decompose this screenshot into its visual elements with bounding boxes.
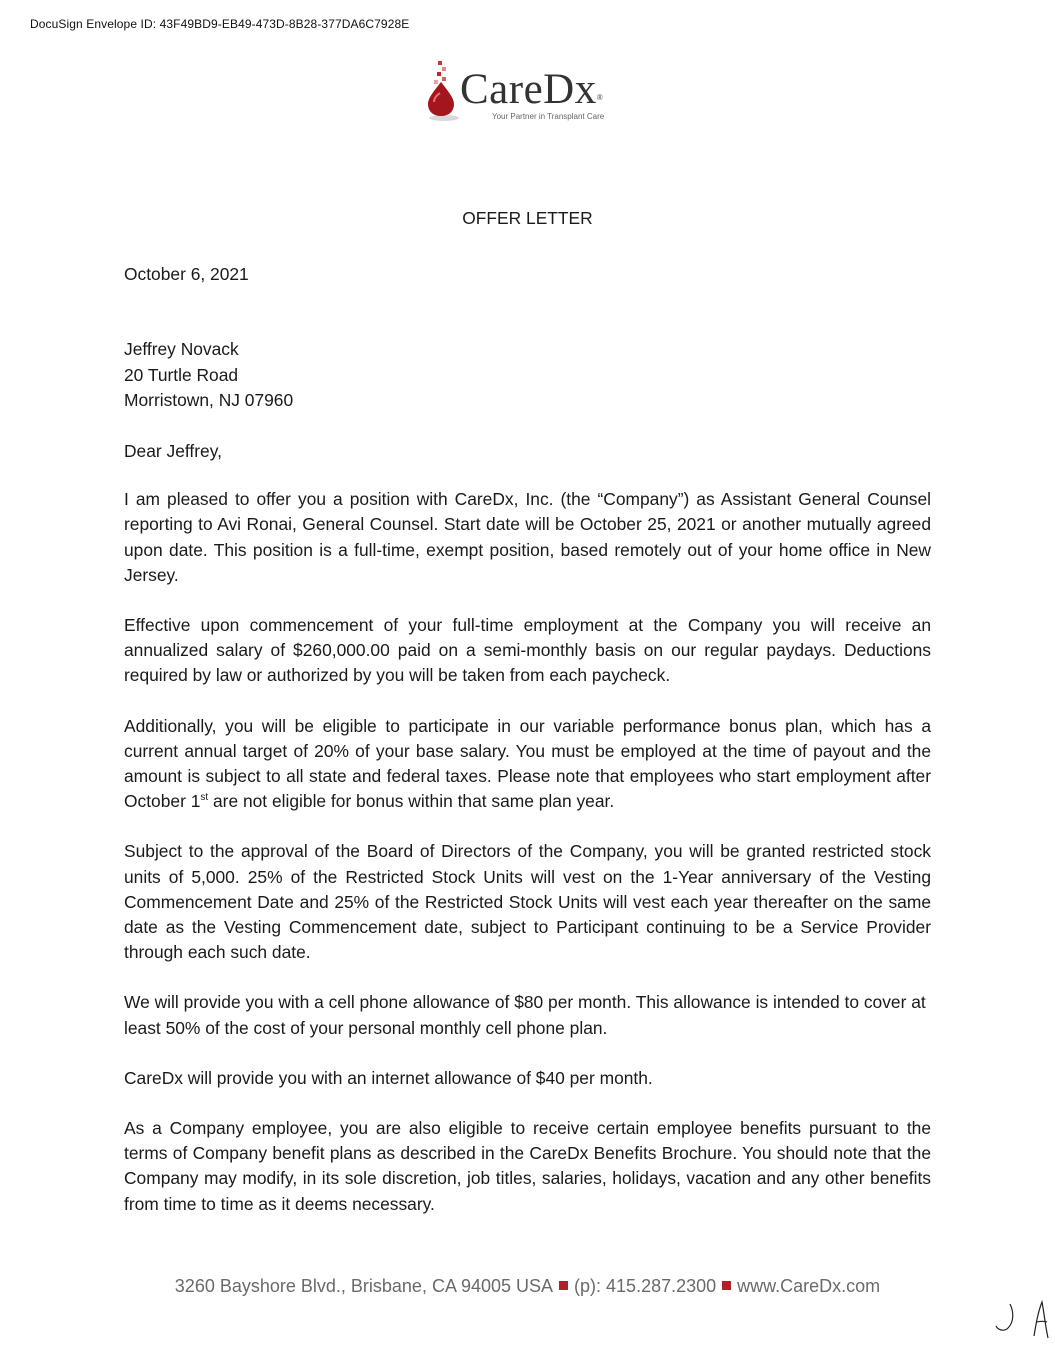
letter-date: October 6, 2021: [124, 264, 249, 285]
paragraph-salary: Effective upon commencement of your full-time employment at the Company you will receive an annualized salary of $260,000.00 paid on a semi-monthly basis on our regular paydays. Deductions required by law or authorized by you will be taken from each paycheck.: [124, 615, 931, 686]
footer-phone: (p): 415.287.2300: [574, 1276, 717, 1296]
logo-tagline: Your Partner in Transplant Care: [492, 112, 605, 121]
footer-address: 3260 Bayshore Blvd., Brisbane, CA 94005 USA: [174, 1276, 554, 1296]
paragraph-benefits: As a Company employee, you are also eligible to receive certain employee benefits pursuant to the terms of Company benefit plans as described in the CareDx Benefits Brochure. You should note that the Company may modify, in its sole discretion, job titles, salaries, holidays, vacation and any other benefits from time to time as it deems necessary.: [124, 1118, 931, 1214]
company-logo: [424, 58, 644, 130]
footer-separator-icon: [722, 1281, 731, 1290]
letter-body: [124, 206, 931, 1242]
recipient-address: [124, 337, 931, 413]
logo-wordmark: CareDx®: [460, 66, 604, 113]
caredx-drop-icon: [424, 58, 464, 124]
recipient-street: 20 Turtle Road: [124, 364, 239, 385]
footer-separator-icon: [559, 1281, 568, 1290]
letterhead-footer: [0, 1276, 1055, 1297]
paragraph-position: I am pleased to offer you a position with CareDx, Inc. (the “Company”) as Assistant General Counsel reporting to Avi Ronai, General Counsel. Start date will be October 25, 2021 or another mutually agreed upon date. This position is a full-time, exempt position, based remotely out of your home office in New Jersey.: [124, 489, 931, 585]
docusign-envelope-id: DocuSign Envelope ID: 43F49BD9-EB49-473D-8B28-377DA6C7928E: [30, 17, 410, 31]
greeting: Dear Jeffrey,: [124, 441, 222, 462]
paragraph-cell-phone: We will provide you with a cell phone allowance of $80 per month. This allowance is intended to cover at least 50% of the cost of your personal monthly cell phone plan.: [124, 992, 926, 1038]
paragraph-internet: CareDx will provide you with an internet allowance of $40 per month.: [124, 1067, 653, 1088]
handwritten-initials: [992, 1298, 1052, 1344]
paragraph-stock-units: Subject to the approval of the Board of Directors of the Company, you will be granted restricted stock units of 5,000. 25% of the Restricted Stock Units will vest on the 1-Year anniversary of the Vesting Commencement Date and 25% of the Restricted Stock Units will vest each year thereafter on the same date as the Vesting Commencement date, subject to Participant continuing to be a Service Provider through each such date.: [124, 841, 931, 963]
recipient-city: Morristown, NJ 07960: [124, 389, 294, 410]
footer-website: www.CareDx.com: [737, 1276, 881, 1296]
letter-title: OFFER LETTER: [462, 208, 593, 228]
paragraph-bonus: Additionally, you will be eligible to participate in our variable performance bonus plan, which has a current annual target of 20% of your base salary. You must be employed at the time of payout and the amount is subject to all state and federal taxes. Please note that employees who start employment after October 1st are not eligible for bonus within that same plan year.: [124, 715, 931, 812]
recipient-name: Jeffrey Novack: [124, 339, 239, 360]
